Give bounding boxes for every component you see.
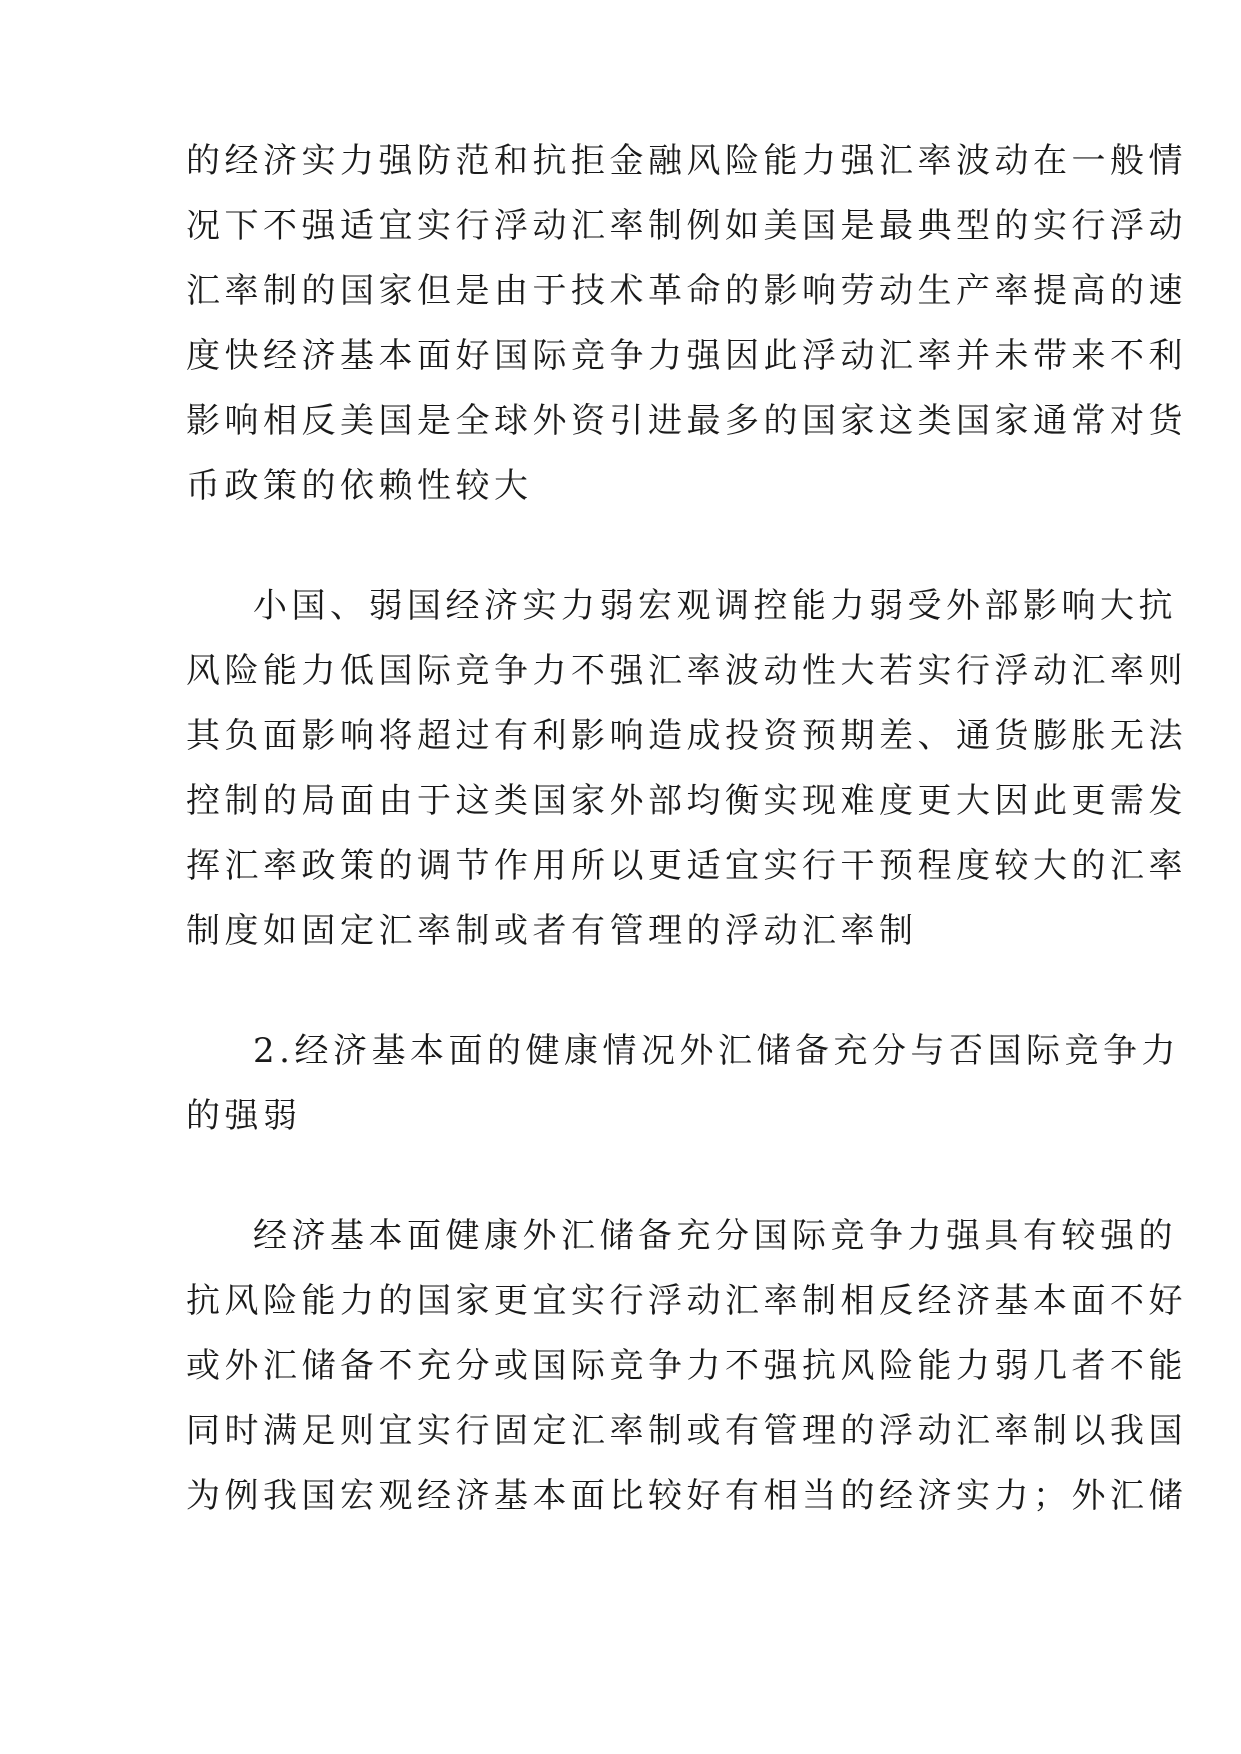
text-line: 2.经济基本面的健康情况外汇储备充分与否国际竞争力 [253,1031,1180,1071]
text-line: 风险能力低国际竞争力不强汇率波动性大若实行浮动汇率则 [186,651,1187,691]
text-line: 或外汇储备不充分或国际竞争力不强抗风险能力弱几者不能 [186,1346,1187,1386]
text-line: 制度如固定汇率制或者有管理的浮动汇率制 [186,911,918,951]
text-line: 控制的局面由于这类国家外部均衡实现难度更大因此更需发 [186,781,1187,821]
text-line: 汇率制的国家但是由于技术革命的影响劳动生产率提高的速 [186,271,1187,311]
text-line: 况下不强适宜实行浮动汇率制例如美国是最典型的实行浮动 [186,206,1187,246]
text-line: 经济基本面健康外汇储备充分国际竞争力强具有较强的 [253,1216,1177,1256]
text-line: 小国、弱国经济实力弱宏观调控能力弱受外部影响大抗 [253,586,1177,626]
text-line: 的强弱 [186,1096,302,1136]
text-line: 为例我国宏观经济基本面比较好有相当的经济实力；外汇储 [186,1476,1187,1516]
text-line: 影响相反美国是全球外资引进最多的国家这类国家通常对货 [186,401,1187,441]
text-line: 度快经济基本面好国际竞争力强因此浮动汇率并未带来不利 [186,336,1187,376]
text-line: 的经济实力强防范和抗拒金融风险能力强汇率波动在一般情 [186,141,1187,181]
text-line: 币政策的依赖性较大 [186,466,533,506]
text-line: 抗风险能力的国家更宜实行浮动汇率制相反经济基本面不好 [186,1281,1187,1321]
text-line: 其负面影响将超过有利影响造成投资预期差、通货膨胀无法 [186,716,1187,756]
text-line: 挥汇率政策的调节作用所以更适宜实行干预程度较大的汇率 [186,846,1187,886]
text-line: 同时满足则宜实行固定汇率制或有管理的浮动汇率制以我国 [186,1411,1187,1451]
